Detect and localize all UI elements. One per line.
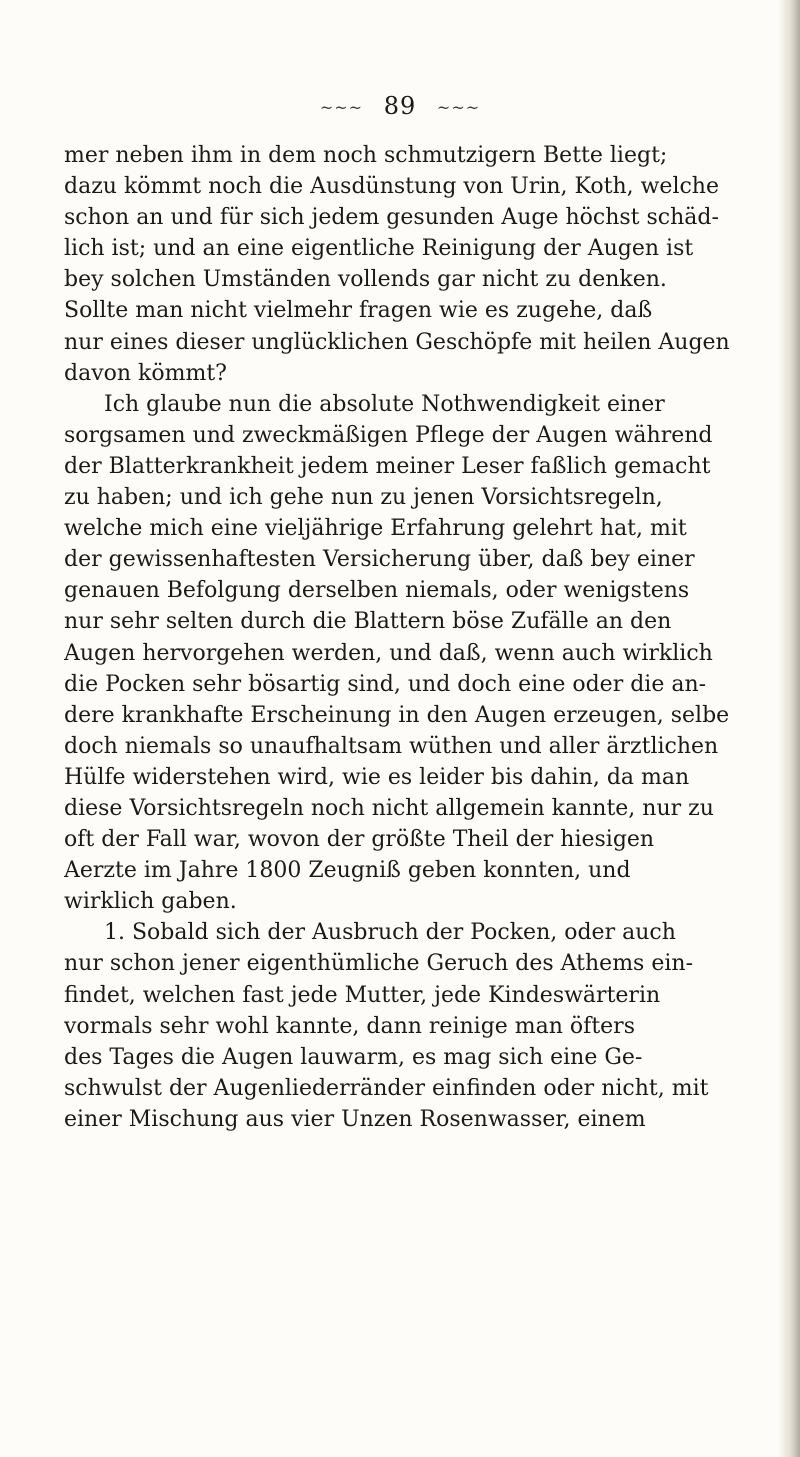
text-line: 1. Sobald sich der Ausbruch der Pocken, oder auch [104,920,676,946]
text-line: nur schon jener eigenthümliche Geruch des Athems ein- [64,951,693,977]
text-line: mer neben ihm in dem noch schmutzigern Bette liegt; [64,143,668,168]
text-line: diese Vorsichtsregeln noch nicht allgemein kannte, nur zu [64,795,714,821]
text-line: Aerzte im Jahre 1800 Zeugniß geben konnten, und [64,858,631,884]
body-text [64,140,754,1135]
ornament-right: ~~~ [436,98,481,117]
text-line: zu haben; und ich gehe nun zu jenen Vorsichtsregeln, [64,485,663,511]
ornament-left: ~~~ [319,98,364,117]
text-line: Augen hervorgehen werden, und daß, wenn auch wirklich [64,640,713,666]
text-line: der Blatterkrankheit jedem meiner Leser faßlich gemacht [64,453,711,479]
text-line: doch niemals so unaufhaltsam wüthen und aller ärztlichen [64,733,719,759]
text-line: einer Mischung aus vier Unzen Rosenwasser, einem [64,1106,646,1132]
text-line: wirklich gaben. [64,889,237,915]
text-line: nur sehr selten durch die Blattern böse Zufälle an den [64,609,672,635]
text-line: davon kömmt? [64,360,227,386]
text-line: schwulst der Augenliederränder einfinden oder nicht, mit [64,1075,709,1101]
text-line: findet, welchen fast jede Mutter, jede Kindeswärterin [64,982,661,1008]
page-number: 89 [383,92,417,120]
text-line: des Tages die Augen lauwarm, es mag sich eine Ge- [64,1044,643,1070]
text-line: vormals sehr wohl kannte, dann reinige man öfters [64,1013,635,1039]
text-line: bey solchen Umständen vollends gar nicht zu denken. [64,267,667,293]
text-line: lich ist; und an eine eigentliche Reinigung der Augen ist [64,236,694,262]
text-line: oft der Fall war, wovon der größte Theil der hiesigen [64,827,655,853]
text-line: dere krankhafte Erscheinung in den Augen erzeugen, selbe [64,702,730,728]
text-line: genauen Befolgung derselben niemals, oder wenigstens [64,578,690,604]
text-line: dazu kömmt noch die Ausdünstung von Urin, Koth, welche [64,174,719,200]
text-line: Sollte man nicht vielmehr fragen wie es zugehe, daß [64,298,653,324]
text-line: nur eines dieser unglücklichen Geschöpfe mit heilen Augen [64,329,730,355]
text-line: welche mich eine vieljährige Erfahrung gelehrt hat, mit [64,516,687,542]
text-line: schon an und für sich jedem gesunden Auge höchst schäd- [64,205,719,231]
text-line: Hülfe widerstehen wird, wie es leider bis dahin, da man [64,764,690,790]
page-header [0,92,800,120]
text-line: Ich glaube nun die absolute Nothwendigkeit einer [104,391,665,417]
text-line: die Pocken sehr bösartig sind, und doch eine oder die an- [64,671,707,697]
text-line: der gewissenhaftesten Versicherung über, daß bey einer [64,547,695,573]
text-line: sorgsamen und zweckmäßigen Pflege der Augen während [64,422,713,448]
